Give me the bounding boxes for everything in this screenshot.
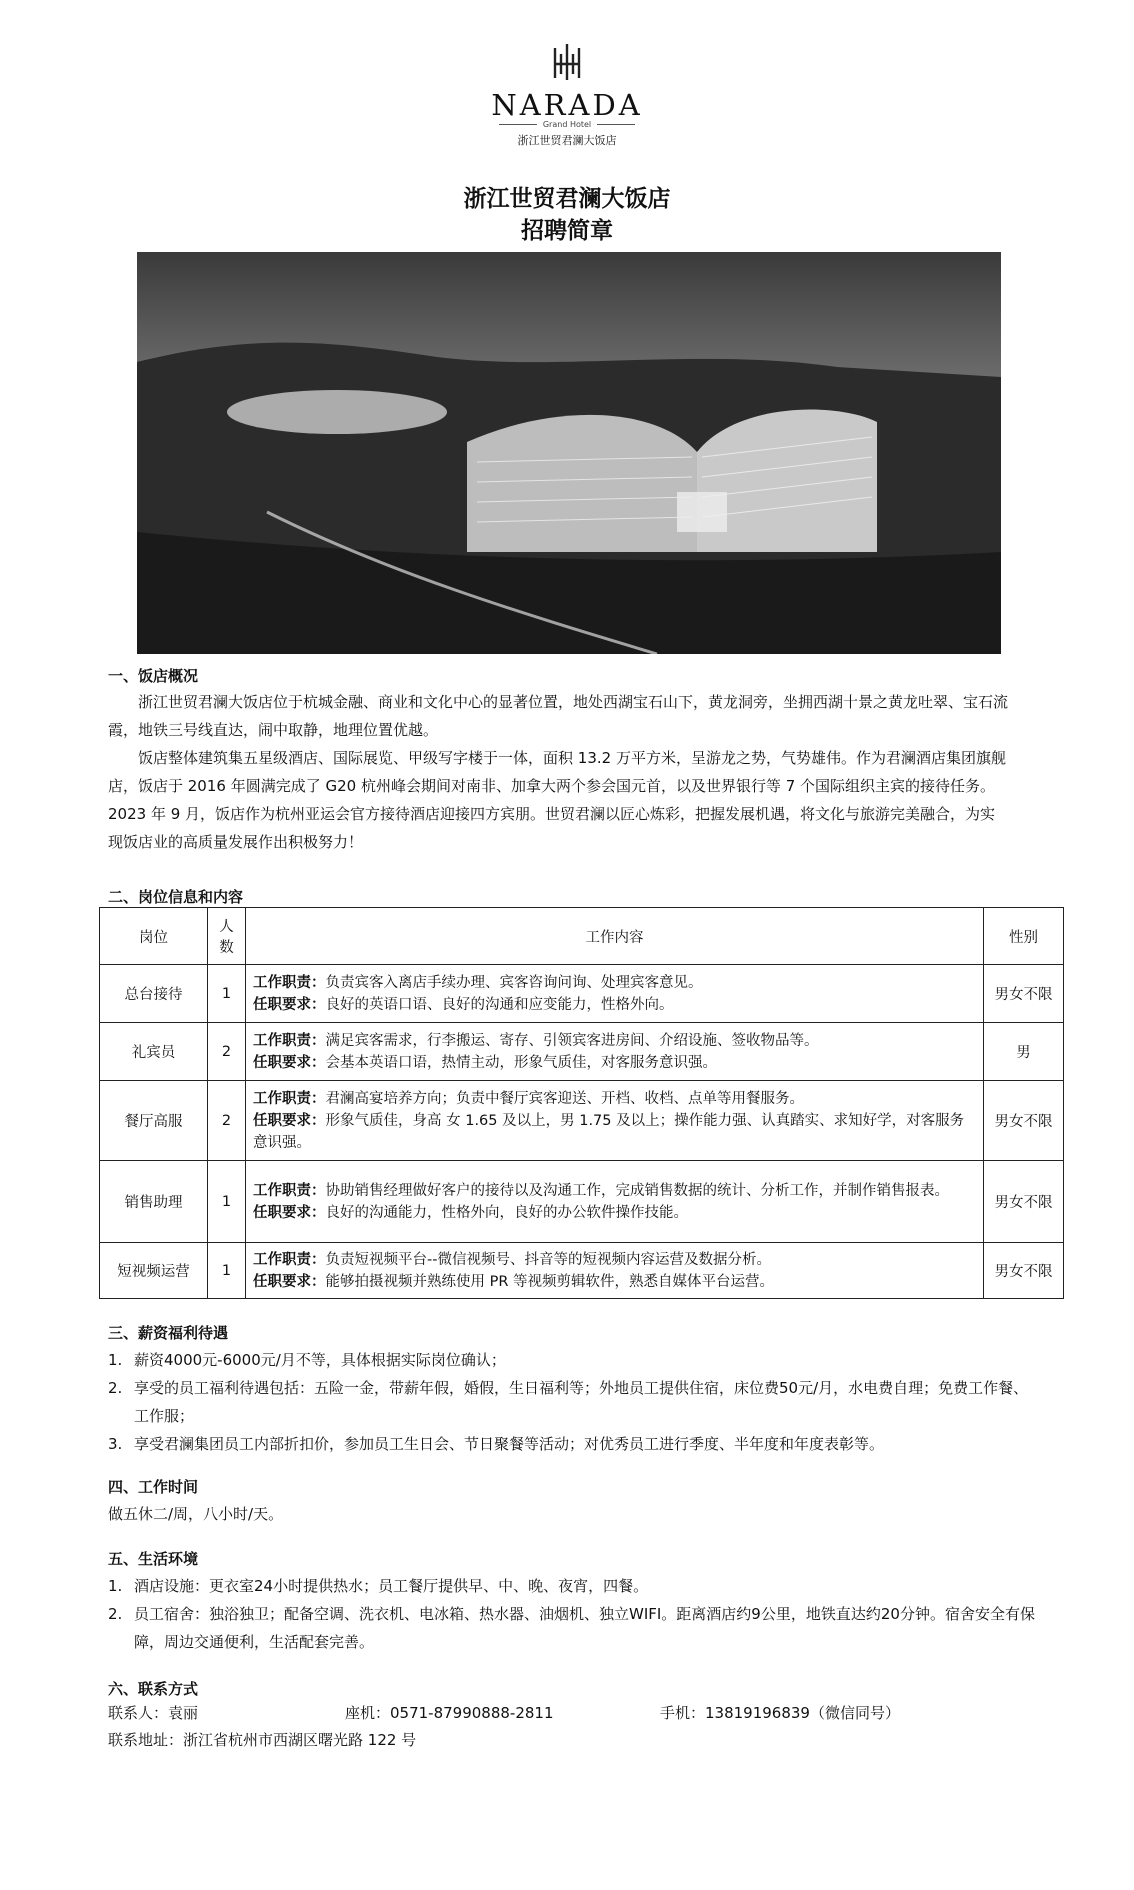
- req-text: 会基本英语口语，热情主动，形象气质佳，对客服务意识强。: [325, 1054, 717, 1071]
- hotel-photo-icon: [137, 252, 1001, 654]
- list-text: 享受君澜集团员工内部折扣价，参加员工生日会、节日聚餐等活动；对优秀员工进行季度、半年度和年度表彰等。: [134, 1435, 885, 1453]
- list-number: 1.: [108, 1351, 123, 1369]
- duty-text: 君澜高宴培养方向；负责中餐厅宾客迎送、开档、收档、点单等用餐服务。: [325, 1090, 804, 1107]
- brand-sub: Grand Hotel: [0, 120, 1134, 129]
- count-cell: 2: [208, 1081, 246, 1161]
- duty-label: 工作职责：: [253, 1032, 326, 1049]
- req-label: 任职要求：: [253, 1112, 326, 1129]
- hours-text: 做五休二/周，八小时/天。: [108, 1505, 284, 1523]
- contact-person: 联系人：袁丽: [108, 1704, 199, 1722]
- duty-text: 负责短视频平台--微信视频号、抖音等的短视频内容运营及数据分析。: [325, 1251, 771, 1268]
- col-gender: 性别: [984, 908, 1064, 965]
- gender-cell: 男女不限: [984, 1081, 1064, 1161]
- duty-label: 工作职责：: [253, 1090, 326, 1107]
- req-text: 形象气质佳，身高 女 1.65 及以上，男 1.75 及以上；操作能力强、认真踏实、求知好学，对客服务意识强。: [253, 1112, 965, 1151]
- gender-cell: 男女不限: [984, 1161, 1064, 1243]
- count-cell: 1: [208, 1243, 246, 1299]
- table-row: [100, 1023, 1064, 1081]
- list-text: 薪资4000元-6000元/月不等，具体根据实际岗位确认；: [134, 1351, 506, 1369]
- list-number: 3.: [108, 1435, 123, 1453]
- col-position: 岗位: [100, 908, 208, 965]
- req-text: 能够拍摄视频并熟练使用 PR 等视频剪辑软件，熟悉自媒体平台运营。: [325, 1273, 775, 1290]
- table-header-row: [100, 908, 1064, 965]
- contact-mobile: 手机：13819196839（微信同号）: [660, 1704, 900, 1722]
- req-label: 任职要求：: [253, 1273, 326, 1290]
- list-text: 享受的员工福利待遇包括：五险一金，带薪年假，婚假，生日福利等；外地员工提供住宿，床位费50元/月，水电费自理；免费工作餐、工作服；: [134, 1379, 1029, 1425]
- count-cell: 2: [208, 1023, 246, 1081]
- section-heading-salary: 三、薪资福利待遇: [108, 1324, 229, 1342]
- narada-logo-icon: [547, 42, 587, 82]
- positions-table: [99, 907, 1064, 1299]
- section-heading-living: 五、生活环境: [108, 1550, 199, 1568]
- section-heading-overview: 一、饭店概况: [108, 667, 199, 685]
- position-cell: 销售助理: [100, 1161, 208, 1243]
- brand-cn: 浙江世贸君澜大饭店: [517, 134, 617, 147]
- position-cell: 短视频运营: [100, 1243, 208, 1299]
- description-cell: [246, 1023, 984, 1081]
- section-heading-hours: 四、工作时间: [108, 1478, 199, 1496]
- duty-text: 负责宾客入离店手续办理、宾客咨询问询、处理宾客意见。: [325, 974, 703, 991]
- list-number: 2.: [108, 1379, 123, 1397]
- brand-name: NARADA: [491, 88, 643, 122]
- contact-landline: 座机：0571-87990888-2811: [345, 1704, 554, 1722]
- description-cell: [246, 1243, 984, 1299]
- overview-paragraph-2: 饭店整体建筑集五星级酒店、国际展览、甲级写字楼于一体，面积 13.2 万平方米，呈游龙之势，气势雄伟。作为君澜酒店集团旗舰店，饭店于 2016 年圆满完成了 G20 杭州峰会期间对南非、加拿大两个参会国元首，以及世界银行等 7 个国际组织主宾的接待任务。2023 年 9 月，饭店作为杭州亚运会官方接待酒店迎接四方宾朋。世贸君澜以匠心炼彩，把握发展机遇，将文化与旅游完美融合，为实现饭店业的高质量发展作出积极努力！: [108, 749, 1006, 851]
- list-item: [108, 1430, 1038, 1458]
- duty-label: 工作职责：: [253, 974, 326, 991]
- list-text: 酒店设施：更衣室24小时提供热水；员工餐厅提供早、中、晚、夜宵，四餐。: [134, 1577, 649, 1595]
- section-heading-positions: 二、岗位信息和内容: [108, 888, 244, 906]
- section-heading-contact: 六、联系方式: [108, 1680, 199, 1698]
- page-subtitle: 招聘简章: [521, 218, 613, 244]
- list-item: [108, 1600, 1038, 1656]
- list-item: [108, 1572, 1038, 1600]
- duty-text: 满足宾客需求，行李搬运、寄存、引领宾客进房间、介绍设施、签收物品等。: [325, 1032, 819, 1049]
- position-cell: 总台接待: [100, 965, 208, 1023]
- table-row: [100, 1081, 1064, 1161]
- hotel-logo: [0, 42, 1134, 148]
- page-title: 浙江世贸君澜大饭店: [463, 186, 671, 212]
- req-text: 良好的英语口语、良好的沟通和应变能力，性格外向。: [325, 996, 674, 1013]
- gender-cell: 男: [984, 1023, 1064, 1081]
- req-label: 任职要求：: [253, 1204, 326, 1221]
- gender-cell: 男女不限: [984, 965, 1064, 1023]
- description-cell: [246, 1161, 984, 1243]
- req-text: 良好的沟通能力，性格外向，良好的办公软件操作技能。: [325, 1204, 688, 1221]
- position-cell: 礼宾员: [100, 1023, 208, 1081]
- duty-text: 协助销售经理做好客户的接待以及沟通工作，完成销售数据的统计、分析工作，并制作销售报表。: [325, 1182, 949, 1199]
- list-item: [108, 1374, 1038, 1430]
- count-cell: 1: [208, 1161, 246, 1243]
- table-row: [100, 1243, 1064, 1299]
- duty-label: 工作职责：: [253, 1251, 326, 1268]
- req-label: 任职要求：: [253, 1054, 326, 1071]
- req-label: 任职要求：: [253, 996, 326, 1013]
- overview-paragraph-1: 浙江世贸君澜大饭店位于杭城金融、商业和文化中心的显著位置，地处西湖宝石山下，黄龙洞旁，坐拥西湖十景之黄龙吐翠、宝石流霞，地铁三号线直达，闹中取静，地理位置优越。: [108, 693, 1009, 739]
- position-cell: 餐厅高服: [100, 1081, 208, 1161]
- list-number: 2.: [108, 1605, 123, 1623]
- duty-label: 工作职责：: [253, 1182, 326, 1199]
- list-number: 1.: [108, 1577, 123, 1595]
- col-description: 工作内容: [246, 908, 984, 965]
- table-row: [100, 1161, 1064, 1243]
- description-cell: [246, 1081, 984, 1161]
- list-item: [108, 1346, 1038, 1374]
- description-cell: [246, 965, 984, 1023]
- gender-cell: 男女不限: [984, 1243, 1064, 1299]
- table-row: [100, 965, 1064, 1023]
- contact-address: 联系地址：浙江省杭州市西湖区曙光路 122 号: [108, 1731, 417, 1749]
- col-count: 人数: [208, 908, 246, 965]
- list-text: 员工宿舍：独浴独卫；配备空调、洗衣机、电冰箱、热水器、油烟机、独立WIFI。距离酒店约9公里，地铁直达约20分钟。宿舍安全有保障，周边交通便利，生活配套完善。: [134, 1605, 1035, 1651]
- hotel-night-aerial-photo: [137, 252, 1001, 654]
- count-cell: 1: [208, 965, 246, 1023]
